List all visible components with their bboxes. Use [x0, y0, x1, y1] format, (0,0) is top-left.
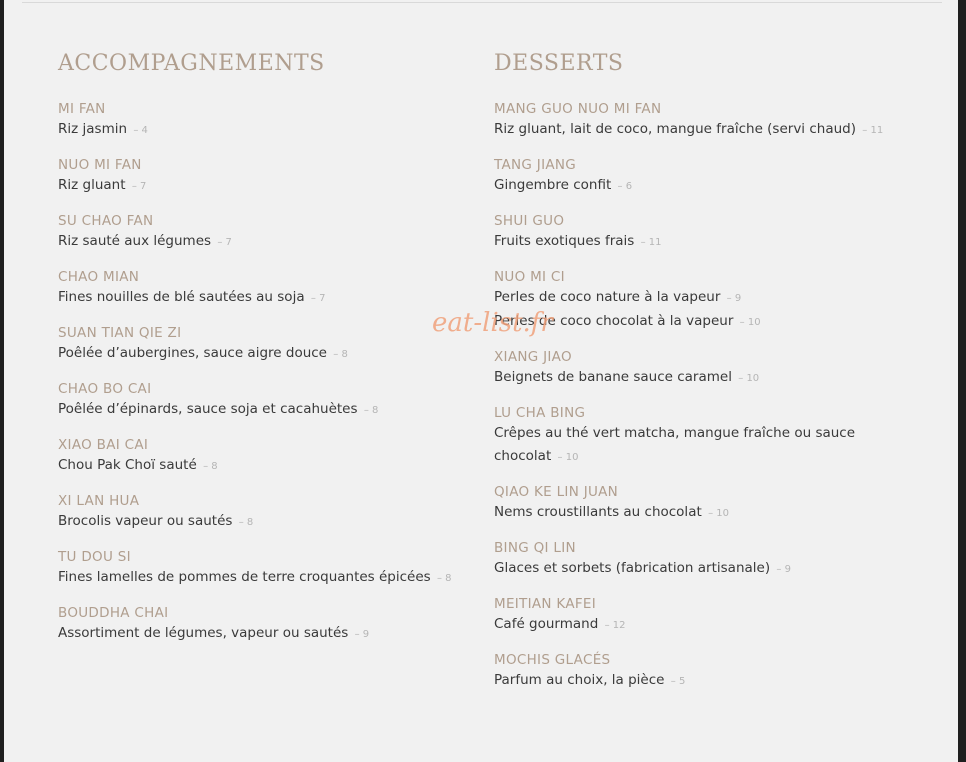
menu-item	[58, 212, 478, 254]
accompagnements-list	[58, 100, 478, 646]
menu-item-name: QIAO KE LIN JUAN	[494, 484, 619, 500]
menu-item	[58, 604, 478, 646]
menu-item	[58, 268, 478, 310]
menu-item-name: LU CHA BING	[494, 405, 586, 421]
menu-item-description: Café gourmand	[494, 616, 599, 632]
accompagnements-column	[58, 48, 478, 660]
menu-item	[494, 212, 914, 254]
menu-item-description-line	[494, 613, 914, 637]
menu-item-description-line	[494, 557, 914, 581]
menu-item-name: MOCHIS GLACÉS	[494, 652, 611, 668]
menu-item	[494, 595, 914, 637]
menu-item	[494, 651, 914, 693]
menu-item-price: – 10	[708, 508, 729, 519]
menu-item-description-line	[494, 501, 914, 525]
menu-item-description: Perles de coco chocolat à la vapeur	[494, 313, 734, 329]
menu-item-description: Crêpes au thé vert matcha, mangue fraîche ou sauce	[494, 425, 856, 441]
menu-item-description-line	[58, 510, 478, 534]
menu-item-price: – 7	[310, 293, 326, 304]
accompagnements-title: ACCOMPAGNEMENTS	[58, 51, 325, 76]
menu-item-price: – 10	[738, 373, 760, 384]
menu-item-description: Beignets de banane sauce caramel	[494, 369, 732, 385]
menu-item	[494, 348, 914, 390]
menu-item-name: TU DOU SI	[58, 549, 131, 565]
menu-item-description-line	[494, 174, 914, 198]
menu-item-name: MEITIAN KAFEI	[494, 596, 597, 612]
menu-item	[494, 156, 914, 198]
menu-item-description-line	[494, 118, 914, 142]
top-divider	[22, 2, 942, 3]
menu-item-price: – 11	[640, 237, 662, 248]
menu-item-description: Brocolis vapeur ou sautés	[58, 513, 233, 529]
menu-item-description-line	[494, 230, 914, 254]
menu-item-description: chocolat	[494, 448, 552, 464]
menu-item-description-line	[58, 174, 478, 198]
menu-item-description: Riz sauté aux légumes	[58, 233, 212, 249]
menu-item	[494, 483, 914, 525]
menu-item-name: NUO MI CI	[494, 269, 565, 285]
menu-item-description-line	[494, 422, 914, 445]
menu-item-price: – 9	[726, 293, 742, 304]
menu-item-name: XI LAN HUA	[58, 493, 140, 509]
menu-item-name: SUAN TIAN QIE ZI	[58, 325, 182, 341]
menu-item-description-line	[494, 669, 914, 693]
menu-item-price: – 11	[862, 125, 884, 136]
menu-item	[494, 404, 914, 469]
menu-item-description-line	[58, 566, 478, 590]
menu-item-name: MANG GUO NUO MI FAN	[494, 101, 662, 117]
menu-item-name: SU CHAO FAN	[58, 213, 154, 229]
menu-item-description-line	[58, 342, 478, 366]
menu-item-name: XIAO BAI CAI	[58, 437, 149, 453]
menu-item-name: NUO MI FAN	[58, 157, 142, 173]
menu-item-price: – 9	[776, 564, 791, 575]
watermark-text: eat-list.fr	[432, 308, 553, 338]
menu-item-description: Nems croustillants au chocolat	[494, 504, 702, 520]
menu-item-description: Poêlée d’aubergines, sauce aigre douce	[58, 345, 327, 361]
menu-item-price: – 8	[238, 517, 254, 528]
menu-item-name: SHUI GUO	[494, 213, 565, 229]
menu-item-description-line	[58, 622, 478, 646]
menu-item-description-line	[58, 398, 478, 422]
menu-item-description-line	[58, 118, 478, 142]
menu-item	[58, 380, 478, 422]
menu-item-price: – 10	[739, 317, 761, 328]
desserts-column	[494, 48, 914, 707]
menu-item-description-line	[494, 366, 914, 390]
menu-item-name: BING QI LIN	[494, 540, 576, 556]
menu-item-description: Gingembre confit	[494, 177, 612, 193]
menu-item	[58, 492, 478, 534]
menu-item-price: – 7	[217, 237, 232, 248]
menu-item-price: – 10	[557, 452, 579, 463]
desserts-title: DESSERTS	[494, 51, 624, 76]
menu-item-description: Assortiment de légumes, vapeur ou sautés	[58, 625, 349, 641]
menu-item-description-line	[494, 286, 914, 310]
menu-item-name: CHAO MIAN	[58, 269, 140, 285]
menu-item-price: – 4	[133, 125, 148, 136]
menu-item-price: – 8	[437, 573, 452, 584]
menu-item-price: – 8	[363, 405, 379, 416]
menu-item	[58, 548, 478, 590]
menu-item	[58, 100, 478, 142]
desserts-list	[494, 100, 914, 693]
menu-item-description-line	[58, 230, 478, 254]
menu-item-description: Fines lamelles de pommes de terre croquantes épicées	[58, 569, 431, 585]
menu-item-description: Fines nouilles de blé sautées au soja	[58, 289, 305, 305]
menu-item-description-line	[58, 286, 478, 310]
menu-item-description: Riz gluant	[58, 177, 126, 193]
menu-item-description: Fruits exotiques frais	[494, 233, 635, 249]
menu-item-name: XIANG JIAO	[494, 349, 572, 365]
menu-item-name: CHAO BO CAI	[58, 381, 152, 397]
menu-item-description: Parfum au choix, la pièce	[494, 672, 665, 688]
menu-item-price: – 8	[333, 349, 348, 360]
menu-item-description-line	[494, 445, 914, 469]
menu-item-name: BOUDDHA CHAI	[58, 605, 169, 621]
menu-item-description-line	[494, 310, 914, 334]
menu-item-price: – 9	[354, 629, 370, 640]
menu-item	[494, 268, 914, 334]
menu-item	[494, 100, 914, 142]
menu-item-description: Glaces et sorbets (fabrication artisanale)	[494, 560, 771, 576]
menu-item	[494, 539, 914, 581]
menu-item-price: – 5	[670, 676, 686, 687]
menu-item-description-line	[58, 454, 478, 478]
menu-item-price: – 12	[604, 620, 626, 631]
menu-item-price: – 7	[131, 181, 147, 192]
menu-item-description: Perles de coco nature à la vapeur	[494, 289, 721, 305]
menu-item-description: Riz jasmin	[58, 121, 128, 137]
menu-item-price: – 6	[617, 181, 633, 192]
menu-item-description: Riz gluant, lait de coco, mangue fraîche (servi chaud)	[494, 121, 856, 137]
menu-item-description: Poêlée d’épinards, sauce soja et cacahuètes	[58, 401, 358, 417]
menu-item-price: – 8	[203, 461, 218, 472]
menu-page	[4, 0, 958, 762]
menu-item	[58, 156, 478, 198]
menu-item	[58, 436, 478, 478]
menu-item-description: Chou Pak Choï sauté	[58, 457, 197, 473]
menu-item-name: MI FAN	[58, 101, 106, 117]
menu-item	[58, 324, 478, 366]
menu-item-name: TANG JIANG	[494, 157, 577, 173]
